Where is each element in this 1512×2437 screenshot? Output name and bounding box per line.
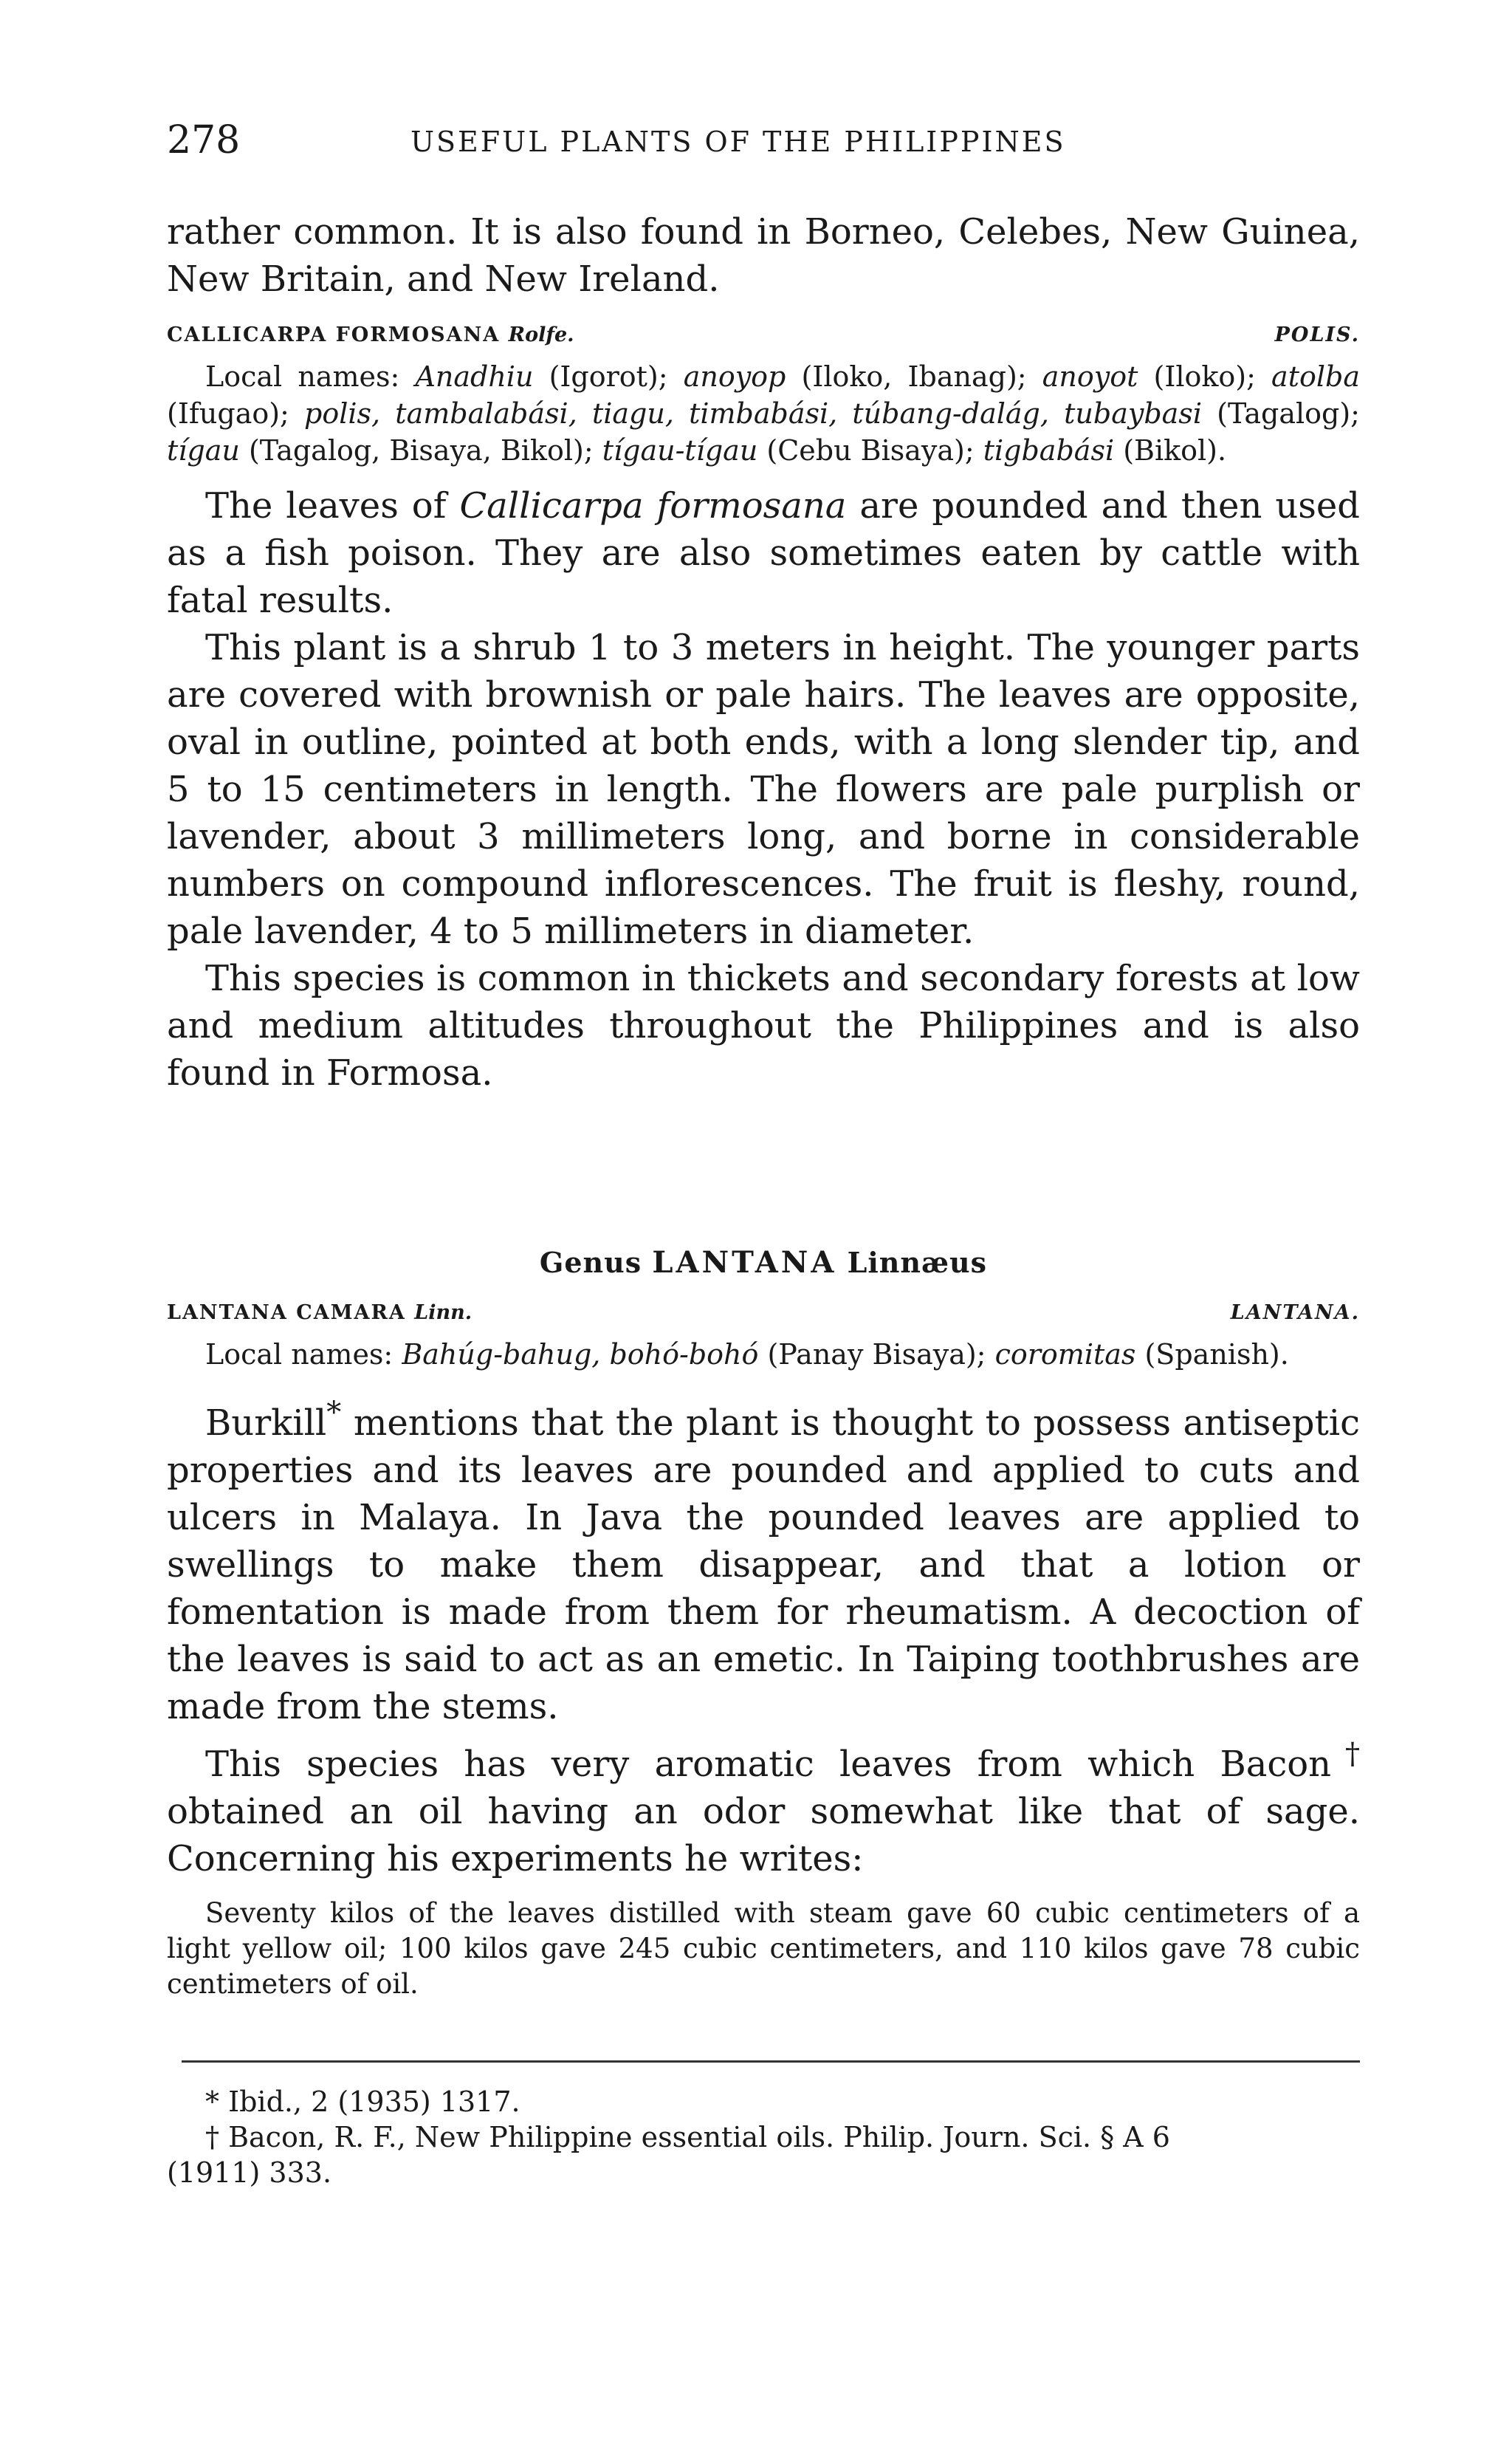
footnote-2: † Bacon, R. F., New Philippine essential oils. Philip. Journ. Sci. § A 6 <box>205 2121 1170 2153</box>
genus-heading: Genus LANTANA Linnæus <box>539 1245 988 1280</box>
local-names: Local names: Bahúg-bahug, bohó-bohó (Panay Bisaya); coromitas (Spanish). <box>205 1338 1289 1371</box>
intro-block <box>167 208 1360 303</box>
footnote-rule <box>182 2060 1360 2063</box>
species-name: CALLICARPA FORMOSANA <box>167 323 501 346</box>
paragraph-distribution: This species is common in thickets and secondary forests at low and medium altitudes throughout the Philippines and is also found in Formosa. <box>167 958 1360 1094</box>
paragraph-description: This plant is a shrub 1 to 3 meters in height. The younger parts are covered with brownish or pale hairs. The leaves are opposite, oval in outline, pointed at both ends, with a long slender tip, and 5 to 15 centimeters in length. The flowers are pale purplish or lavender, about 3 millimeters long, and borne in considerable numbers on compound inflorescences. The fruit is fleshy, round, pale lavender, 4 to 5 millimeters in diameter. <box>167 627 1360 952</box>
footnote-2-continued: (1911) 333. <box>167 2156 332 2189</box>
common-name: POLIS. <box>1274 323 1360 346</box>
paragraph-uses: Burkill* mentions that the plant is thought to possess antiseptic properties and its leaves are pounded and applied to cuts and ulcers in Malaya. In Java the pounded leaves are applied to swellings to make them disappear, and that a lotion or fomentation is made from them for rheumatism. A decoction of the leaves is said to act as an emetic. In Taiping toothbrushes are made from the stems. <box>167 1396 1360 1727</box>
page-number: 278 <box>167 118 241 162</box>
species-author: Rolfe. <box>508 323 574 346</box>
paragraph-uses: The leaves of Callicarpa formosana are pounded and then used as a fish poison. They are also sometimes eaten by cattle with fatal results. <box>167 485 1361 621</box>
footnotes <box>167 2084 1360 2190</box>
block-quote: Seventy kilos of the leaves distilled with steam gave 60 cubic centimeters of a light yellow oil; 100 kilos gave 245 cubic centimeters, and 110 kilos gave 78 cubic centimeters of oil. <box>167 1897 1360 2000</box>
intro-paragraph: rather common. It is also found in Borneo, Celebes, New Guinea, New Britain, and New Ireland. <box>167 211 1360 300</box>
species-author: Linn. <box>414 1301 472 1324</box>
running-title: USEFUL PLANTS OF THE PHILIPPINES <box>410 126 1066 158</box>
species-heading <box>167 323 1360 346</box>
species-entry-callicarpa <box>167 323 1360 1097</box>
running-head <box>167 118 1360 170</box>
local-names: Local names: Anadhiu (Igorot); anoyop (Iloko, Ibanag); anoyot (Iloko); atolba (Ifugao); polis, tambalabási, tiagu, timbabási, túbang-dalág, tubaybasi (Tagalog); tígau (Tagalog, Bisaya, Bikol); tígau-tígau (Cebu Bisaya); tigbabási (Bikol). <box>167 360 1360 467</box>
species-heading <box>167 1301 1360 1324</box>
footnote-1: * Ibid., 2 (1935) 1317. <box>205 2085 520 2118</box>
species-entry-lantana <box>167 1301 1360 2002</box>
species-name: LANTANA CAMARA <box>167 1301 406 1324</box>
common-name: LANTANA. <box>1230 1301 1360 1324</box>
paragraph-oil: This species has very aromatic leaves from which Bacon† obtained an oil having an odor somewhat like that of sage. Concerning his experiments he writes: <box>167 1737 1360 1879</box>
